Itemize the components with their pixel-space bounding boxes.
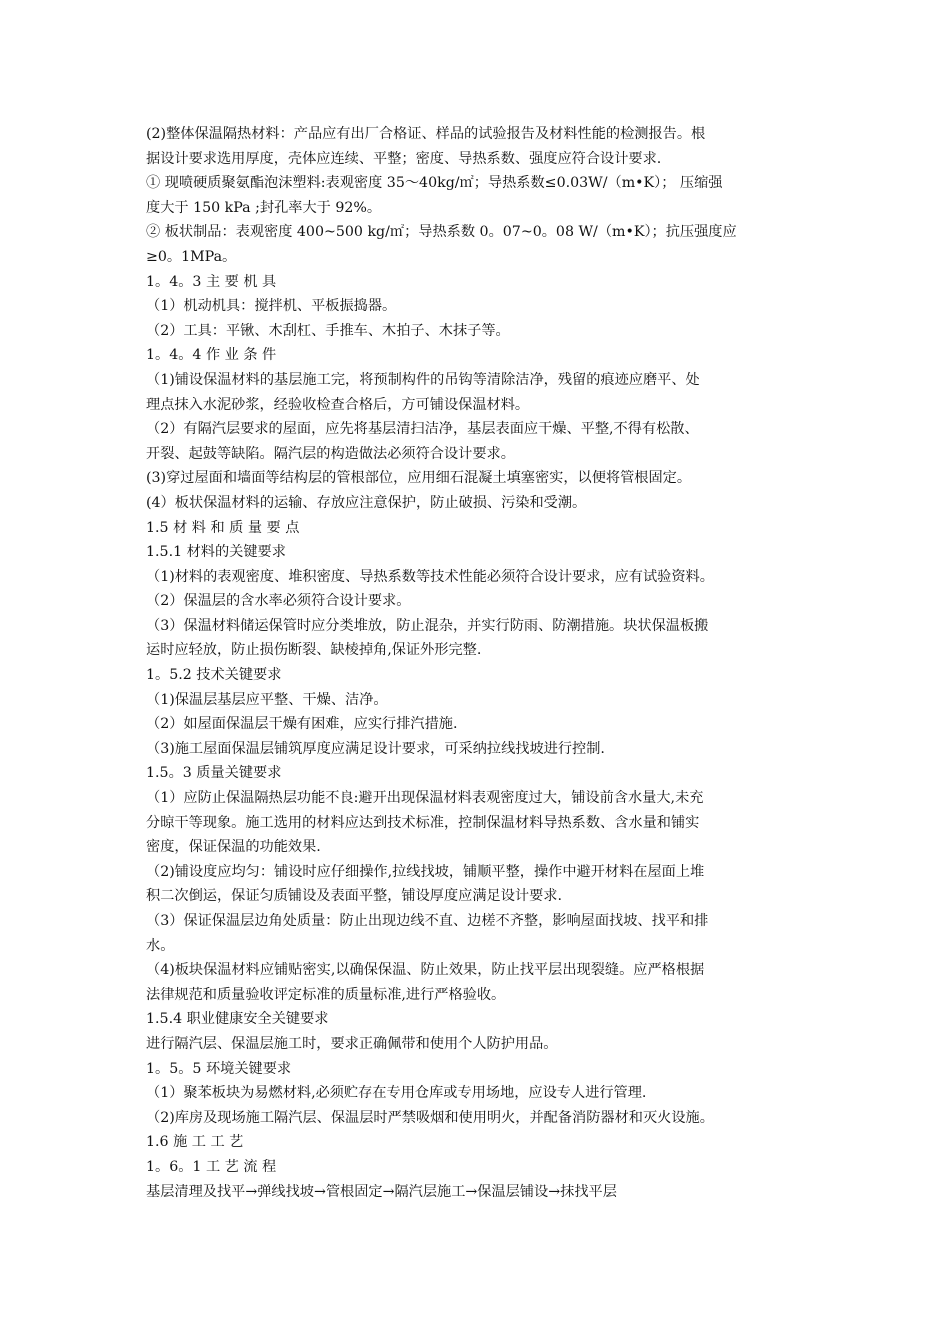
list-item: （1）应防止保温隔热层功能不良:避开出现保温材料表观密度过大，铺设前含水量大,未充 xyxy=(146,790,704,807)
list-item: （3）保温材料储运保管时应分类堆放，防止混杂，并实行防雨、防潮措施。块状保温板搬 xyxy=(146,617,709,634)
section-heading: 1.5 材 料 和 质 量 要 点 xyxy=(146,519,300,536)
list-item: （1）聚苯板块为易燃材料,必须贮存在专用仓库或专用场地，应设专人进行管理. xyxy=(146,1085,647,1102)
list-item: （2）如屋面保温层干燥有困难，应实行排汽措施. xyxy=(146,716,458,733)
paragraph-line: ① 现喷硬质聚氨酯泡沫塑料:表观密度 35～40kg/㎡；导热系数≤0.03W/（m•K）； 压缩强 xyxy=(146,175,723,192)
paragraph-line: 运时应轻放，防止损伤断裂、缺棱掉角,保证外形完整. xyxy=(146,642,482,659)
section-heading: 1.6 施 工 工 艺 xyxy=(146,1134,244,1151)
paragraph-line: 度大于 150 kPa ;封孔率大于 92%。 xyxy=(146,199,382,216)
paragraph-line: 水。 xyxy=(146,937,175,954)
paragraph-line: 据设计要求选用厚度，壳体应连续、平整；密度、导热系数、强度应符合设计要求. xyxy=(146,150,662,167)
paragraph-line: ② 板状制品：表观密度 400~500 kg/㎡；导热系数 0。07~0。08 W/（m•K）；抗压强度应 xyxy=(146,224,737,241)
list-item: （1)保温层基层应平整、干燥、洁净。 xyxy=(146,691,388,708)
list-item: （1）机动机具：搅拌机、平板振捣器。 xyxy=(146,298,397,315)
list-item: （2）保温层的含水率必须符合设计要求。 xyxy=(146,593,411,610)
list-item: （2）有隔汽层要求的屋面，应先将基层清扫洁净，基层表面应干燥、平整,不得有松散、 xyxy=(146,421,699,438)
paragraph-line: 密度，保证保温的功能效果. xyxy=(146,839,321,856)
process-flow-line: 基层清理及找平→弹线找坡→管根固定→隔汽层施工→保温层铺设→抹找平层 xyxy=(146,1183,617,1200)
section-heading: 1.5.1 材料的关键要求 xyxy=(146,544,286,561)
section-heading: 1。4。3 主 要 机 具 xyxy=(146,273,277,290)
section-heading: 1。6。1 工 艺 流 程 xyxy=(146,1158,277,1175)
section-heading: 1.5。3 质量关键要求 xyxy=(146,765,282,782)
list-item: （2）工具：平锹、木刮杠、手推车、木拍子、木抹子等。 xyxy=(146,322,510,339)
list-item: (4）板状保温材料的运输、存放应注意保护，防止破损、污染和受潮。 xyxy=(146,494,587,511)
paragraph-line: 进行隔汽层、保温层施工时，要求正确佩带和使用个人防护用品。 xyxy=(146,1035,558,1052)
paragraph-line: ≥0。1MPa。 xyxy=(146,248,237,265)
section-heading: 1.5.4 职业健康安全关键要求 xyxy=(146,1011,329,1028)
list-item: （2)铺设度应均匀：铺设时应仔细操作,拉线找坡，铺顺平整，操作中避开材料在屋面上堆 xyxy=(146,863,705,880)
paragraph-line: 开裂、起鼓等缺陷。隔汽层的构造做法必须符合设计要求。 xyxy=(146,445,515,462)
paragraph-line: 理点抹入水泥砂浆，经验收检查合格后，方可铺设保温材料。 xyxy=(146,396,530,413)
section-heading: 1。5.2 技术关键要求 xyxy=(146,667,282,684)
list-item: （3)施工屋面保温层铺筑厚度应满足设计要求，可采纳拉线找坡进行控制. xyxy=(146,740,605,757)
list-item: （1)材料的表观密度、堆积密度、导热系数等技术性能必须符合设计要求，应有试验资料。 xyxy=(146,568,714,585)
list-item: （3）保证保温层边角处质量：防止出现边线不直、边槎不齐整，影响屋面找坡、找平和排 xyxy=(146,913,709,929)
document-page xyxy=(146,122,816,1204)
paragraph-line: 分晾干等现象。施工选用的材料应达到技术标准，控制保温材料导热系数、含水量和铺实 xyxy=(146,814,700,831)
list-item: （1)铺设保温材料的基层施工完，将预制构件的吊钩等清除洁净，残留的痕迹应磨平、处 xyxy=(146,371,700,388)
paragraph-line: 积二次倒运，保证匀质铺设及表面平整，铺设厚度应满足设计要求. xyxy=(146,888,562,905)
list-item: (3)穿过屋面和墙面等结构层的管根部位，应用细石混凝土填塞密实，以便将管根固定。 xyxy=(146,470,692,487)
list-item: （2)库房及现场施工隔汽层、保温层时严禁吸烟和使用明火，并配备消防器材和灭火设施。 xyxy=(146,1109,714,1126)
section-heading: 1。4。4 作 业 条 件 xyxy=(146,347,277,364)
section-heading: 1。5。5 环境关键要求 xyxy=(146,1060,292,1077)
paragraph-line: 法律规范和质量验收评定标准的质量标准,进行严格验收。 xyxy=(146,986,506,1003)
paragraph-line: (2)整体保温隔热材料：产品应有出厂合格证、样品的试验报告及材料性能的检测报告。根 xyxy=(146,126,706,142)
list-item: （4)板块保温材料应铺贴密实,以确保保温、防止效果，防止找平层出现裂缝。应严格根据 xyxy=(146,962,705,979)
